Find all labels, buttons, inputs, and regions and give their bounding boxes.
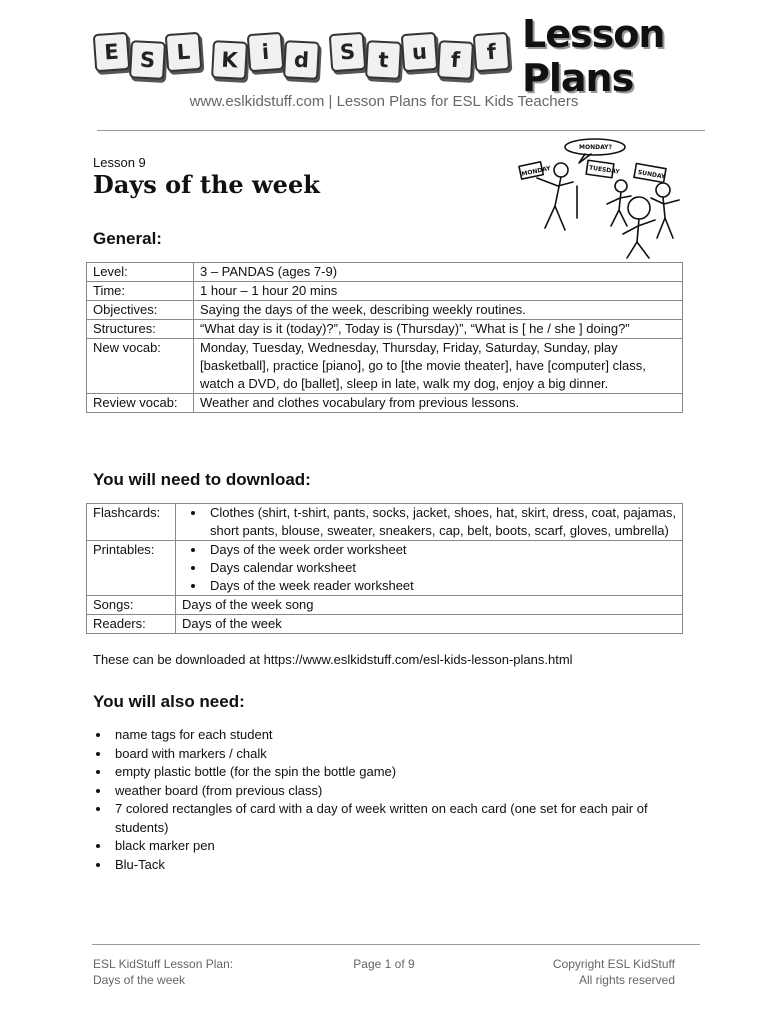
lesson-plans-title: Lesson Plans xyxy=(522,12,665,100)
logo-block: S xyxy=(329,32,367,72)
header-divider xyxy=(97,130,705,131)
footer-plan-title: Days of the week xyxy=(93,973,186,987)
list-item: • Clothes (shirt, t-shirt, pants, socks, jacket, shoes, hat, skirt, dress, coat, pajamas, short pants, blouse, sweater, sneakers, cap, belt, boots, scarf, gloves, umbrella) xyxy=(206,504,676,540)
download-table xyxy=(86,503,683,634)
table-row xyxy=(87,615,683,634)
list-item: • black marker pen xyxy=(111,837,681,856)
logo-block: E xyxy=(93,32,131,72)
row-value: Monday, Tuesday, Wednesday, Thursday, Friday, Saturday, Sunday, play [basketball], practice [piano], go to [the movie theater], have [computer] class, watch a DVD, do [ballet], sleep in late, walk my dog, enjoy a big dinner. xyxy=(194,339,683,394)
footer-rights: All rights reserved xyxy=(578,973,675,987)
row-label: Structures: xyxy=(87,320,194,339)
table-row xyxy=(87,339,683,394)
download-heading: You will need to download: xyxy=(93,470,311,489)
table-row xyxy=(87,301,683,320)
list-item: • board with markers / chalk xyxy=(111,745,681,764)
header-logo xyxy=(94,12,768,100)
speech-bubble-text: MONDAY? xyxy=(579,144,612,151)
row-label: Time: xyxy=(87,282,194,301)
also-need-list xyxy=(93,726,681,874)
footer-plan-label: ESL KidStuff Lesson Plan: xyxy=(93,957,234,971)
row-value: Days of the week song xyxy=(176,596,683,615)
table-row xyxy=(87,394,683,413)
row-label: Flashcards: xyxy=(87,504,176,541)
page-number: Page 1 of 9 xyxy=(353,957,415,971)
table-row xyxy=(87,596,683,615)
flashcards-list xyxy=(182,504,676,540)
footer-divider xyxy=(92,944,700,945)
logo-block: L xyxy=(165,32,203,72)
logo-block: d xyxy=(283,40,320,80)
table-row xyxy=(87,504,683,541)
list-item: • Days of the week order worksheet xyxy=(206,541,676,559)
row-label: Review vocab: xyxy=(87,394,194,413)
footer-right xyxy=(553,956,675,988)
table-row xyxy=(87,320,683,339)
row-label: Objectives: xyxy=(87,301,194,320)
row-value: 1 hour – 1 hour 20 mins xyxy=(194,282,683,301)
table-row xyxy=(87,263,683,282)
row-label: Songs: xyxy=(87,596,176,615)
logo-block: S xyxy=(129,40,166,80)
list-item: • 7 colored rectangles of card with a day of week written on each card (one set for each pair of students) xyxy=(111,800,681,837)
card-label: TUESDAY xyxy=(588,164,621,176)
classroom-illustration xyxy=(515,138,685,260)
download-note: These can be downloaded at https://www.eslkidstuff.com/esl-kids-lesson-plans.html xyxy=(93,652,573,667)
general-heading: General: xyxy=(93,229,162,248)
table-row xyxy=(87,282,683,301)
tagline: www.eslkidstuff.com | Lesson Plans for ESL Kids Teachers xyxy=(189,93,579,110)
row-value xyxy=(176,541,683,596)
row-label: Readers: xyxy=(87,615,176,634)
list-item: • Days of the week reader worksheet xyxy=(206,577,676,595)
row-label: Printables: xyxy=(87,541,176,596)
logo-block: i xyxy=(247,32,285,72)
list-item: • empty plastic bottle (for the spin the bottle game) xyxy=(111,763,681,782)
list-item: • Days calendar worksheet xyxy=(206,559,676,577)
row-value: “What day is it (today)?”, Today is (Thursday)”, “What is [ he / she ] doing?” xyxy=(194,320,683,339)
footer-copyright: Copyright ESL KidStuff xyxy=(552,957,675,971)
page-title: Days of the week xyxy=(93,170,320,199)
logo-block: K xyxy=(211,40,248,80)
table-row xyxy=(87,541,683,596)
row-value: 3 – PANDAS (ages 7-9) xyxy=(194,263,683,282)
row-label: Level: xyxy=(87,263,194,282)
card-label: MONDAY xyxy=(521,164,552,178)
printables-list xyxy=(182,541,676,595)
logo-block: f xyxy=(437,40,474,80)
row-value: Days of the week xyxy=(176,615,683,634)
list-item: • weather board (from previous class) xyxy=(111,782,681,801)
row-value: Weather and clothes vocabulary from previous lessons. xyxy=(194,394,683,413)
list-item: • name tags for each student xyxy=(111,726,681,745)
logo-block: t xyxy=(365,40,402,80)
list-item: • Blu-Tack xyxy=(111,856,681,875)
row-label: New vocab: xyxy=(87,339,194,394)
logo-blocks xyxy=(94,37,510,75)
lesson-number: Lesson 9 xyxy=(93,155,146,170)
card-label: SUNDAY xyxy=(637,168,666,181)
general-table xyxy=(86,262,683,413)
row-value xyxy=(176,504,683,541)
also-need-heading: You will also need: xyxy=(93,692,245,711)
logo-block: f xyxy=(473,32,511,72)
logo-block: u xyxy=(401,32,439,72)
row-value: Saying the days of the week, describing weekly routines. xyxy=(194,301,683,320)
